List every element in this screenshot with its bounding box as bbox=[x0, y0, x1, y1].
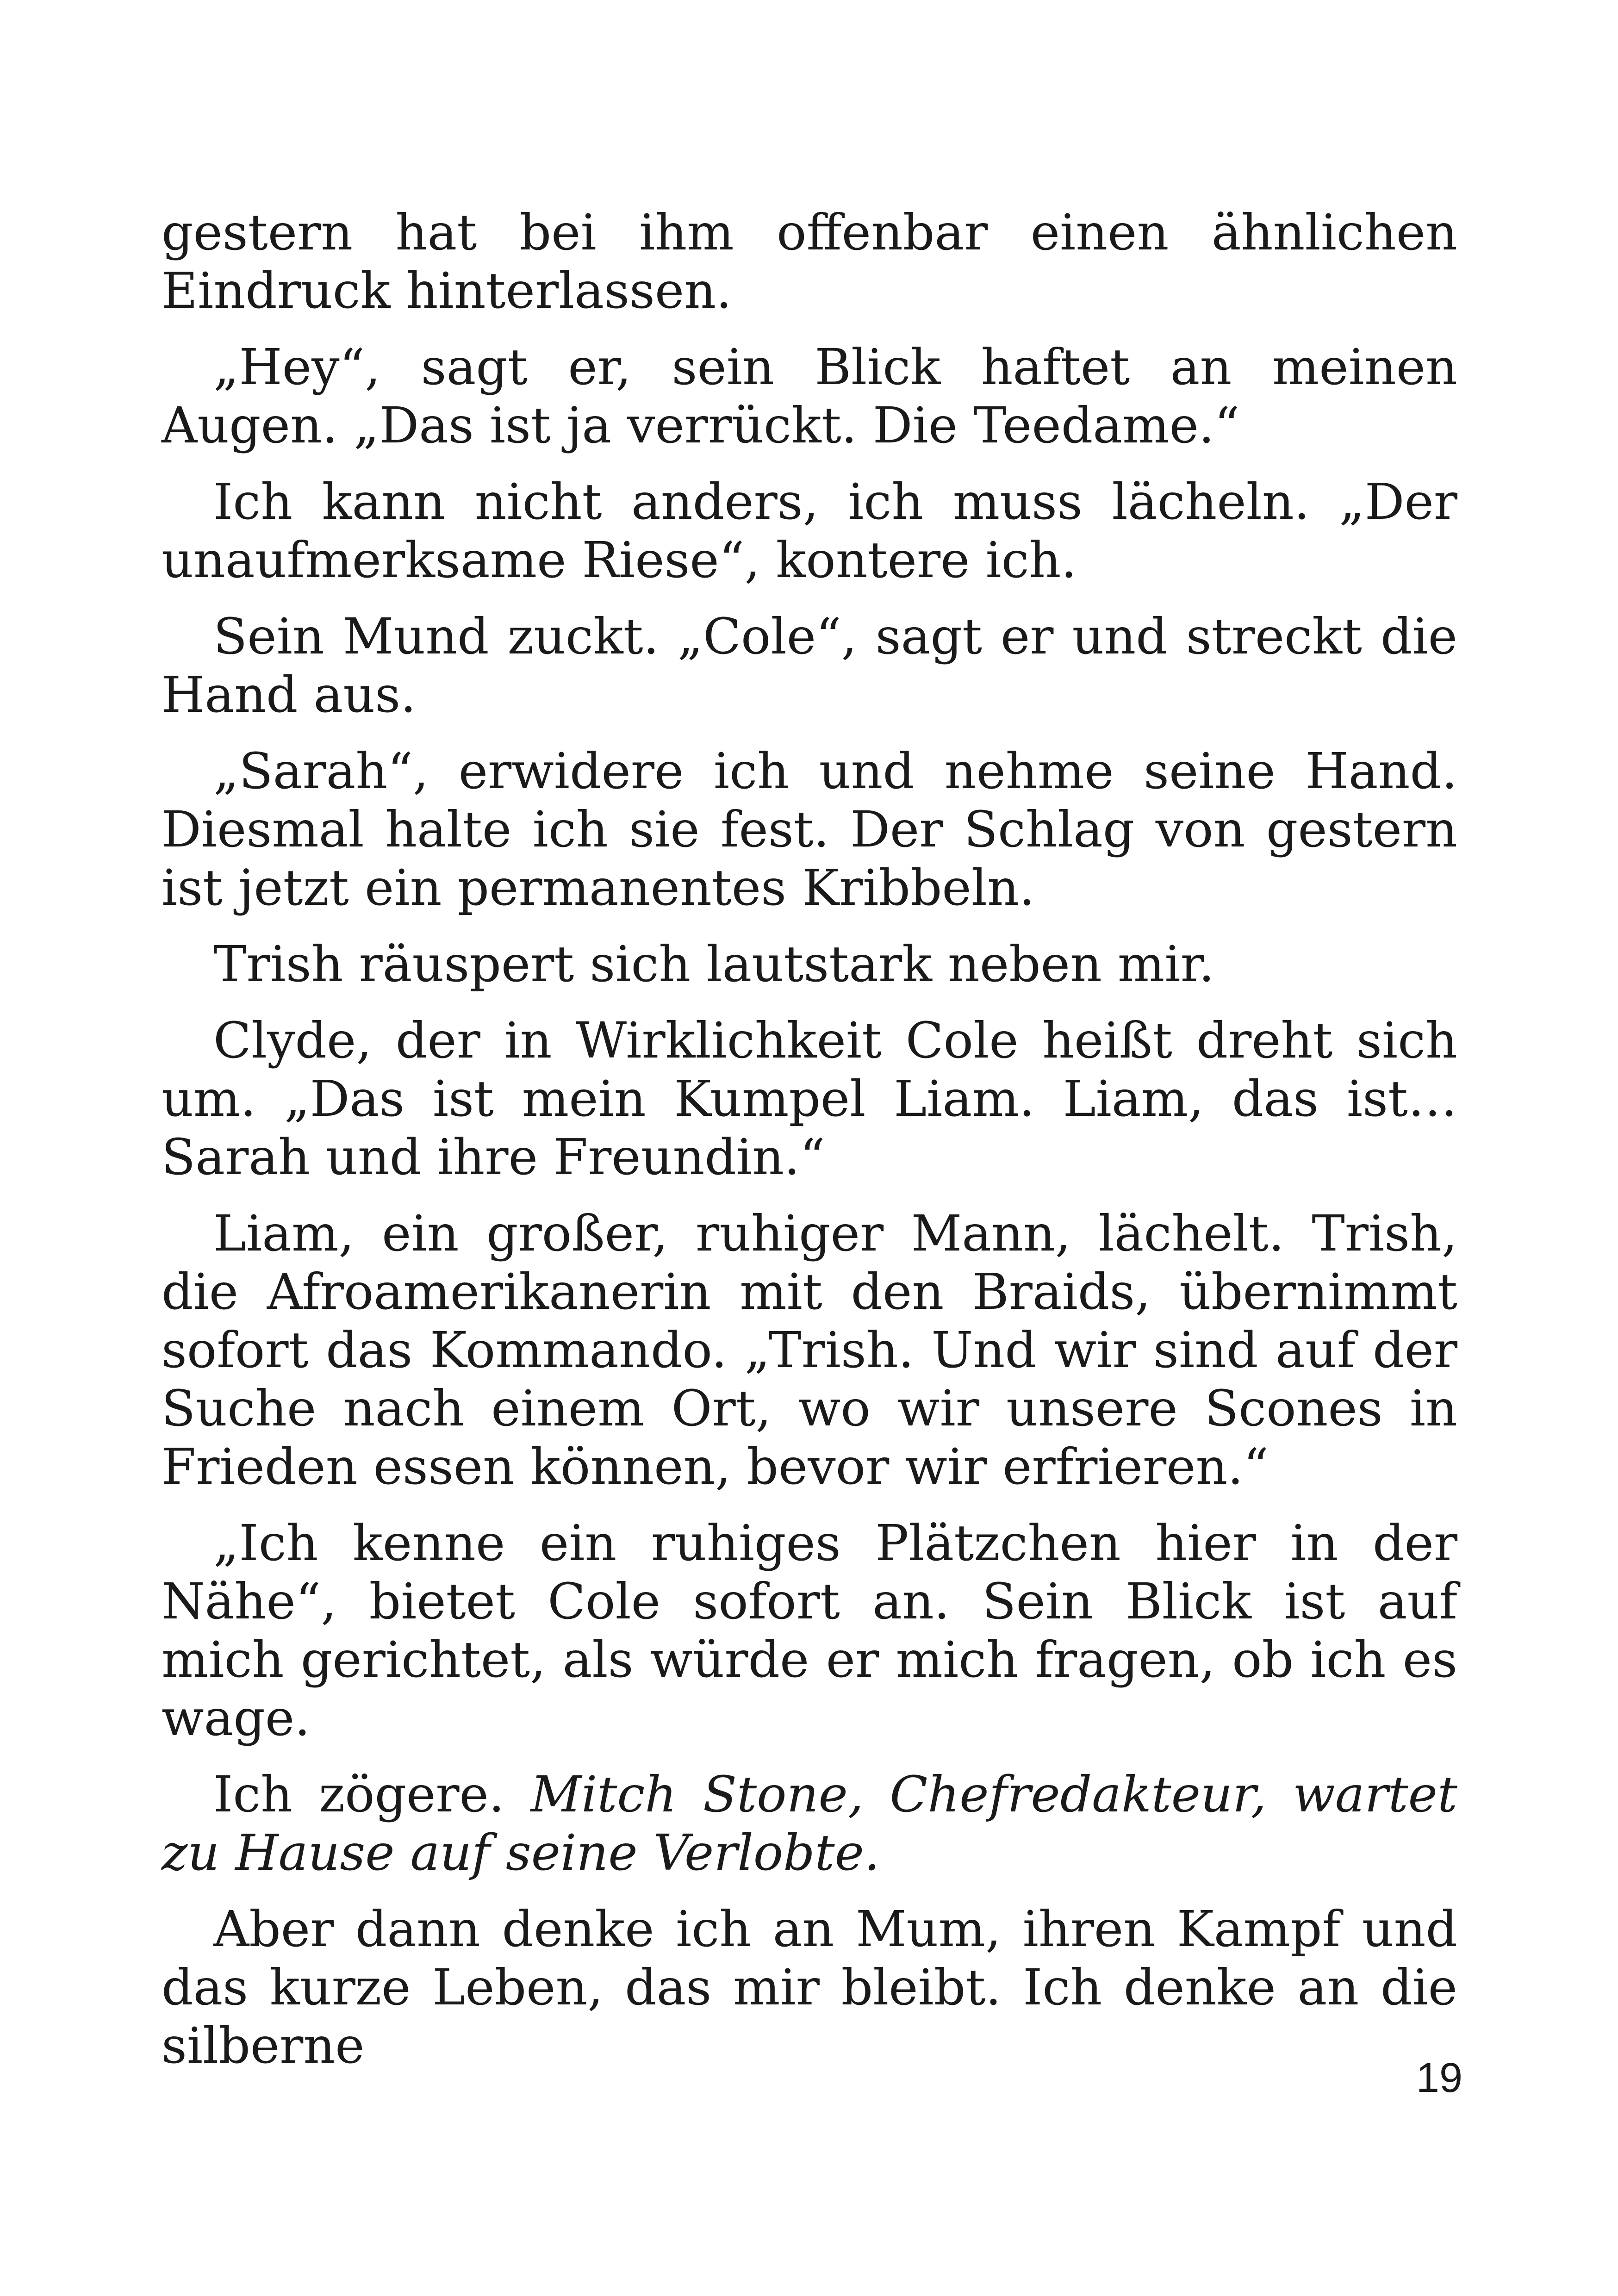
paragraph-4: Sein Mund zuckt. „Cole“, sagt er und streckt die Hand aus. bbox=[162, 608, 1457, 724]
body-text bbox=[162, 204, 1457, 2093]
paragraph-1: gestern hat bei ihm offenbar einen ähnlichen Eindruck hinterlassen. bbox=[162, 204, 1457, 320]
page-number: 19 bbox=[1416, 2055, 1462, 2101]
paragraph-3: Ich kann nicht anders, ich muss lächeln. „Der unaufmerksame Riese“, kontere ich. bbox=[162, 473, 1457, 589]
paragraph-8: Liam, ein großer, ruhiger Mann, lächelt. Trish, die Afroamerikanerin mit den Braids, übernimmt sofort das Kommando. „Trish. Und wir sind auf der Suche nach einem Ort, wo wir unsere Scones in Frieden essen können, bevor wir erfrieren.“ bbox=[162, 1205, 1457, 1496]
paragraph-7: Clyde, der in Wirklichkeit Cole heißt dreht sich um. „Das ist mein Kumpel Liam. Liam, das ist… Sarah und ihre Freundin.“ bbox=[162, 1012, 1457, 1186]
paragraph-10-italic: Mitch Stone, Chefredakteur, wartet zu Hause auf seine Verlobte. bbox=[162, 1766, 1457, 1882]
paragraph-2: „Hey“, sagt er, sein Blick haftet an meinen Augen. „Das ist ja verrückt. Die Teedame.“ bbox=[162, 339, 1457, 454]
paragraph-5: „Sarah“, erwidere ich und nehme seine Hand. Diesmal halte ich sie fest. Der Schlag von gestern ist jetzt ein permanentes Kribbeln. bbox=[162, 743, 1457, 917]
paragraph-9: „Ich kenne ein ruhiges Plätzchen hier in der Nähe“, bietet Cole sofort an. Sein Blick ist auf mich gerichtet, als würde er mich fragen, ob ich es wage. bbox=[162, 1515, 1457, 1747]
paragraph-10-lead: Ich zögere. bbox=[213, 1766, 531, 1823]
paragraph-11: Aber dann denke ich an Mum, ihren Kampf und das kurze Leben, das mir bleibt. Ich denke an die silberne bbox=[162, 1901, 1457, 2075]
paragraph-6: Trish räuspert sich lautstark neben mir. bbox=[213, 936, 1214, 993]
paragraph-10 bbox=[162, 1766, 1457, 1882]
